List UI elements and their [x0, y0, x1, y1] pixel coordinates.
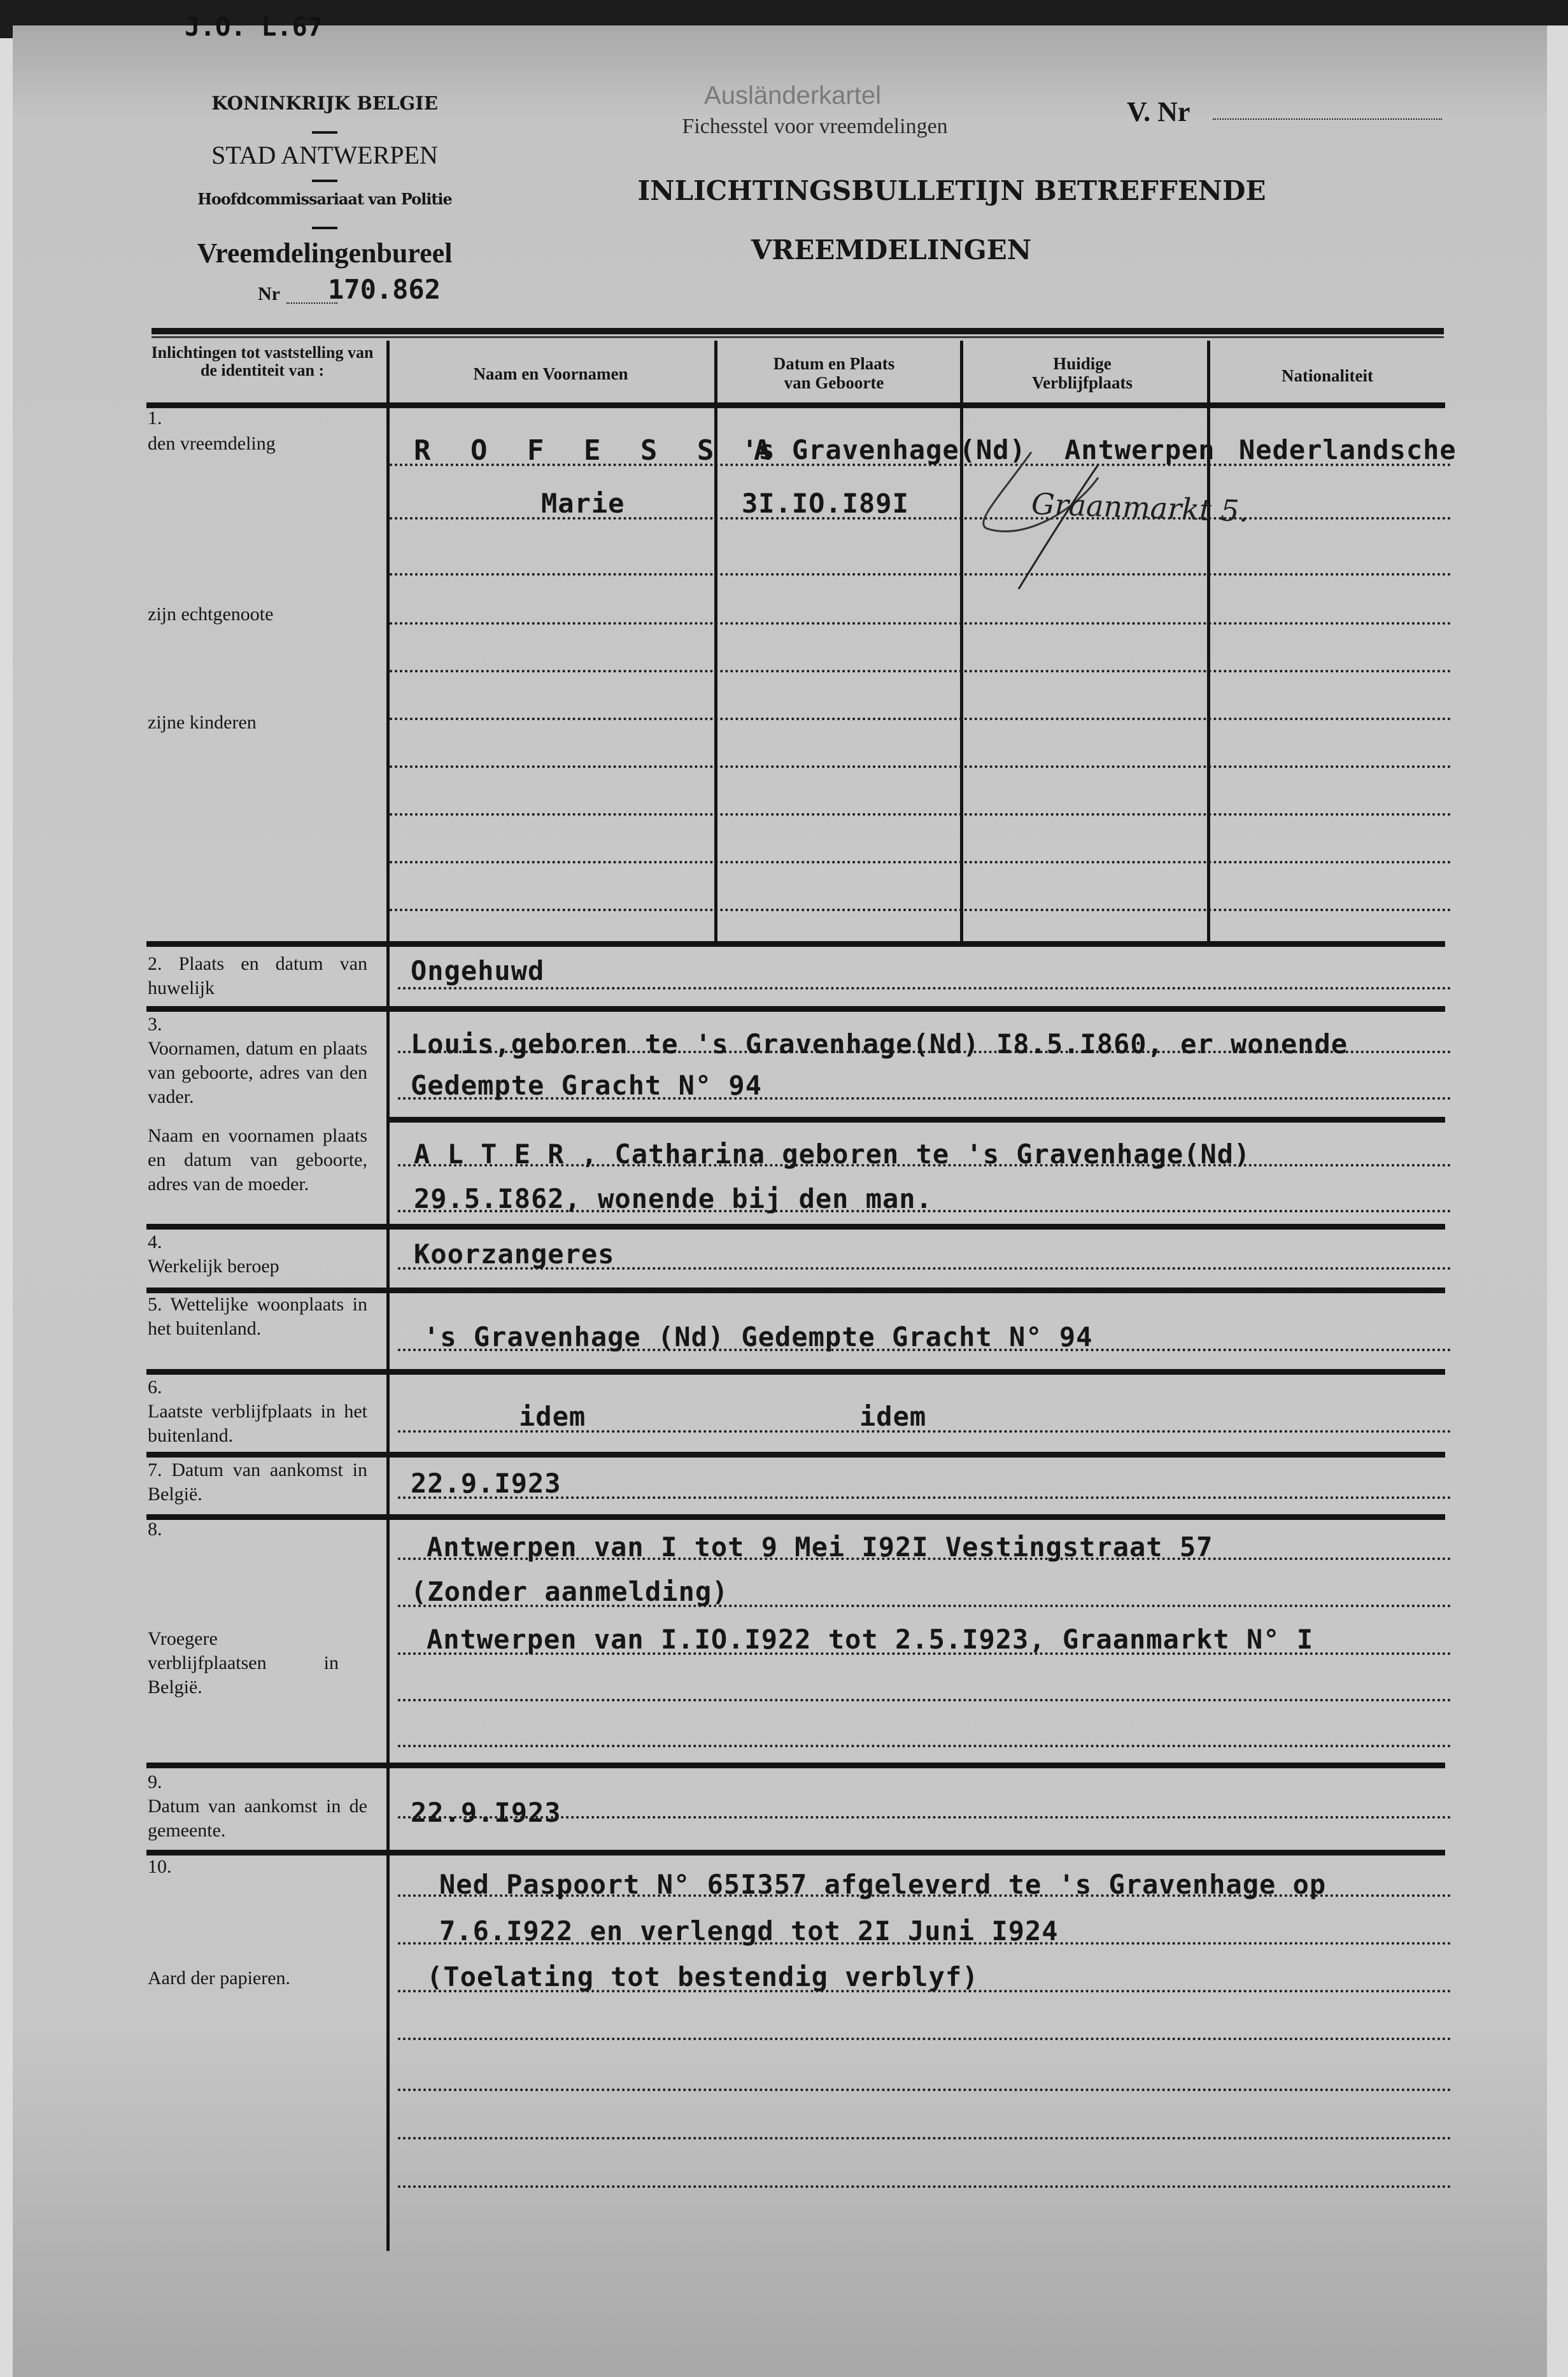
- section-label-text: Laatste verblijfplaats in het buitenland.: [148, 1401, 367, 1446]
- section-6-label: [148, 1375, 367, 1448]
- papers-line-1: Ned Paspoort N° 65I357 afgeleverd te 's Gravenhage op: [439, 1869, 1327, 1900]
- v-nr-field[interactable]: [1213, 118, 1442, 120]
- section-10-label: Aard der papieren.: [148, 1968, 291, 1989]
- section-label-text: Datum van aankomst in de gemeente.: [148, 1796, 367, 1841]
- entry-line: [398, 1267, 1451, 1270]
- table-top-rule: [152, 328, 1444, 334]
- v-nr-label: V. Nr: [1127, 96, 1190, 127]
- section-number: 4.: [148, 1231, 162, 1252]
- section-number: 10.: [148, 1856, 172, 1877]
- previous-residence-line-3: Antwerpen van I.IO.I922 tot 2.5.I923, Graanmarkt N° I: [427, 1624, 1314, 1655]
- entry-line: [390, 813, 1451, 816]
- section-number: 6.: [148, 1377, 162, 1398]
- entry-line: [398, 1210, 1451, 1212]
- section-number: 3.: [148, 1014, 162, 1035]
- alien-birth-date: 3I.IO.I89I: [742, 488, 909, 519]
- section-label-text: Datum van aankomst in België.: [148, 1459, 368, 1505]
- legal-residence-value: 's Gravenhage (Nd) Gedempte Gracht N° 94: [423, 1321, 1093, 1352]
- column-divider: [714, 341, 717, 942]
- row-label-alien: den vreemdeling: [148, 433, 276, 454]
- divider: [312, 227, 337, 229]
- arrival-municipality-value: 22.9.I923: [411, 1797, 562, 1828]
- table-top-rule-thin: [152, 336, 1444, 338]
- section-rule: [146, 1763, 1445, 1768]
- col-header-nationality: Nationaliteit: [1282, 366, 1373, 385]
- section-rule: [388, 1117, 1445, 1123]
- entry-line: [398, 1496, 1451, 1499]
- section-rule: [146, 1452, 1445, 1458]
- entry-line: [398, 2185, 1451, 2188]
- section-number: 5.: [148, 1294, 162, 1315]
- col-header-birth: Datum en Plaats van Geboorte: [773, 354, 895, 392]
- file-reference: J.O. L.67: [185, 13, 323, 42]
- entry-line: [398, 1816, 1451, 1819]
- column-divider: [1207, 341, 1210, 942]
- divider: [312, 131, 337, 134]
- marriage-value: Ongehuwd: [411, 955, 545, 986]
- header-bottom-rule: [146, 402, 1445, 408]
- entry-line: [398, 1990, 1451, 1992]
- mother-line-2: 29.5.I862, wonende bij den man.: [414, 1183, 933, 1214]
- section-5-label: [148, 1293, 367, 1341]
- occupation-value: Koorzangeres: [414, 1238, 615, 1270]
- registration-number: 170.862: [328, 274, 441, 305]
- section-label-text: Werkelijk beroep: [148, 1256, 279, 1277]
- row-label-spouse: zijn echtgenoote: [148, 604, 274, 625]
- entry-line: [398, 1942, 1451, 1945]
- scan-left-margin: [0, 38, 13, 2377]
- alien-birth-place: 's Gravenhage(Nd): [742, 434, 1026, 465]
- entry-line: [398, 2089, 1451, 2091]
- previous-residence-line-1: Antwerpen van I tot 9 Mei I92I Vestingstraat 57: [427, 1531, 1213, 1563]
- entry-line: [390, 861, 1451, 863]
- papers-line-2: 7.6.I922 en verlengd tot 2I Juni I924: [439, 1915, 1059, 1947]
- authority-heading: Hoofdcommissariaat van Politie: [197, 190, 452, 208]
- entry-line: [398, 987, 1451, 990]
- entry-line: [398, 1349, 1451, 1351]
- nr-label: Nr: [258, 283, 280, 304]
- file-system-label: Fichesstel voor vreemdelingen: [682, 115, 948, 138]
- divider: [312, 180, 337, 182]
- entry-line: [390, 718, 1451, 720]
- column-divider: [960, 341, 963, 942]
- mother-line-1: A L T E R , Catharina geboren te 's Gravenhage(Nd): [414, 1139, 1251, 1170]
- section-number: 7.: [148, 1459, 162, 1480]
- entry-line: [398, 1430, 1451, 1433]
- scan-right-margin: [1547, 25, 1568, 2377]
- papers-line-3: (Toelating tot bestendig verblyf): [427, 1961, 979, 1992]
- alien-nationality: Nederlandsche: [1239, 434, 1457, 465]
- handwritten-address: Graanmarkt 5.: [1031, 486, 1249, 529]
- row-number: 1.: [148, 408, 162, 429]
- alien-first-name: Marie: [541, 488, 625, 519]
- section-4-label: [148, 1230, 367, 1279]
- entry-line: [398, 1557, 1451, 1560]
- section-9-label: [148, 1770, 367, 1843]
- city-heading: STAD ANTWERPEN: [211, 141, 438, 169]
- col-header-name: Naam en Voornamen: [473, 364, 628, 383]
- section-rule: [146, 1369, 1445, 1375]
- section-label-text: Voornamen, datum en plaats van geboorte, adres van den vader.: [148, 1038, 367, 1107]
- last-residence-value-1: idem: [519, 1401, 586, 1432]
- entry-line: [390, 622, 1451, 625]
- form-title: INLICHTINGSBULLETIJN BETREFFENDE: [637, 175, 1266, 206]
- faded-stamp: Ausländerkartel: [704, 82, 881, 110]
- section-8-label: Vroegere verblijfplaatsen in België.: [148, 1628, 339, 1698]
- section-rule: [146, 1006, 1445, 1012]
- entry-line: [398, 1097, 1451, 1100]
- section-number: 8.: [148, 1519, 162, 1540]
- section-rule: [146, 1514, 1445, 1520]
- entry-line: [398, 1051, 1451, 1053]
- father-line-1: Louis,geboren te 's Gravenhage(Nd) I8.5.I860, er wonende: [411, 1028, 1348, 1060]
- previous-residence-line-2: (Zonder aanmelding): [411, 1576, 729, 1607]
- section-number: 2.: [148, 953, 162, 974]
- entry-line: [390, 765, 1451, 768]
- label-column-divider: [386, 341, 390, 2251]
- entry-line: [398, 1745, 1451, 1747]
- arrival-belgium-value: 22.9.I923: [411, 1468, 562, 1499]
- entry-line: [398, 1652, 1451, 1655]
- last-residence-value-2: idem: [859, 1401, 927, 1432]
- alien-surname: R O F E S S A: [414, 434, 782, 467]
- section-label-text: Wettelijke woonplaats in het buitenland.: [148, 1294, 367, 1339]
- section-2-label: [148, 952, 367, 1000]
- section-7-label: [148, 1458, 367, 1507]
- office-heading: Vreemdelingenbureel: [197, 238, 453, 269]
- row-label-children: zijne kinderen: [148, 712, 257, 733]
- entry-line: [398, 2038, 1451, 2040]
- section-rule: [146, 1224, 1445, 1230]
- col-header-residence: Huidige Verblijfplaats: [1031, 354, 1133, 392]
- section-label-text: Plaats en datum van huwelijk: [148, 953, 368, 998]
- section-3-label: [148, 1012, 367, 1109]
- entry-line: [398, 1605, 1451, 1607]
- mother-label: Naam en voornamen plaats en datum van geboorte, adres van de moeder.: [148, 1125, 367, 1195]
- entry-line: [398, 2137, 1451, 2139]
- entry-line: [390, 909, 1451, 911]
- entry-line: [398, 1164, 1451, 1167]
- col-header-identity: Inlichtingen tot vaststelling van de identiteit van :: [151, 343, 374, 380]
- section-rule: [146, 941, 1445, 947]
- entry-line: [398, 1894, 1451, 1897]
- country-heading: KONINKRIJK BELGIE: [211, 92, 438, 114]
- father-line-2: Gedempte Gracht N° 94: [411, 1070, 763, 1101]
- section-number: 9.: [148, 1771, 162, 1792]
- form-subtitle: VREEMDELINGEN: [751, 234, 1032, 266]
- entry-line: [398, 1699, 1451, 1701]
- alien-residence: Antwerpen: [1064, 434, 1215, 465]
- entry-line: [390, 670, 1451, 672]
- section-rule: [146, 1850, 1445, 1855]
